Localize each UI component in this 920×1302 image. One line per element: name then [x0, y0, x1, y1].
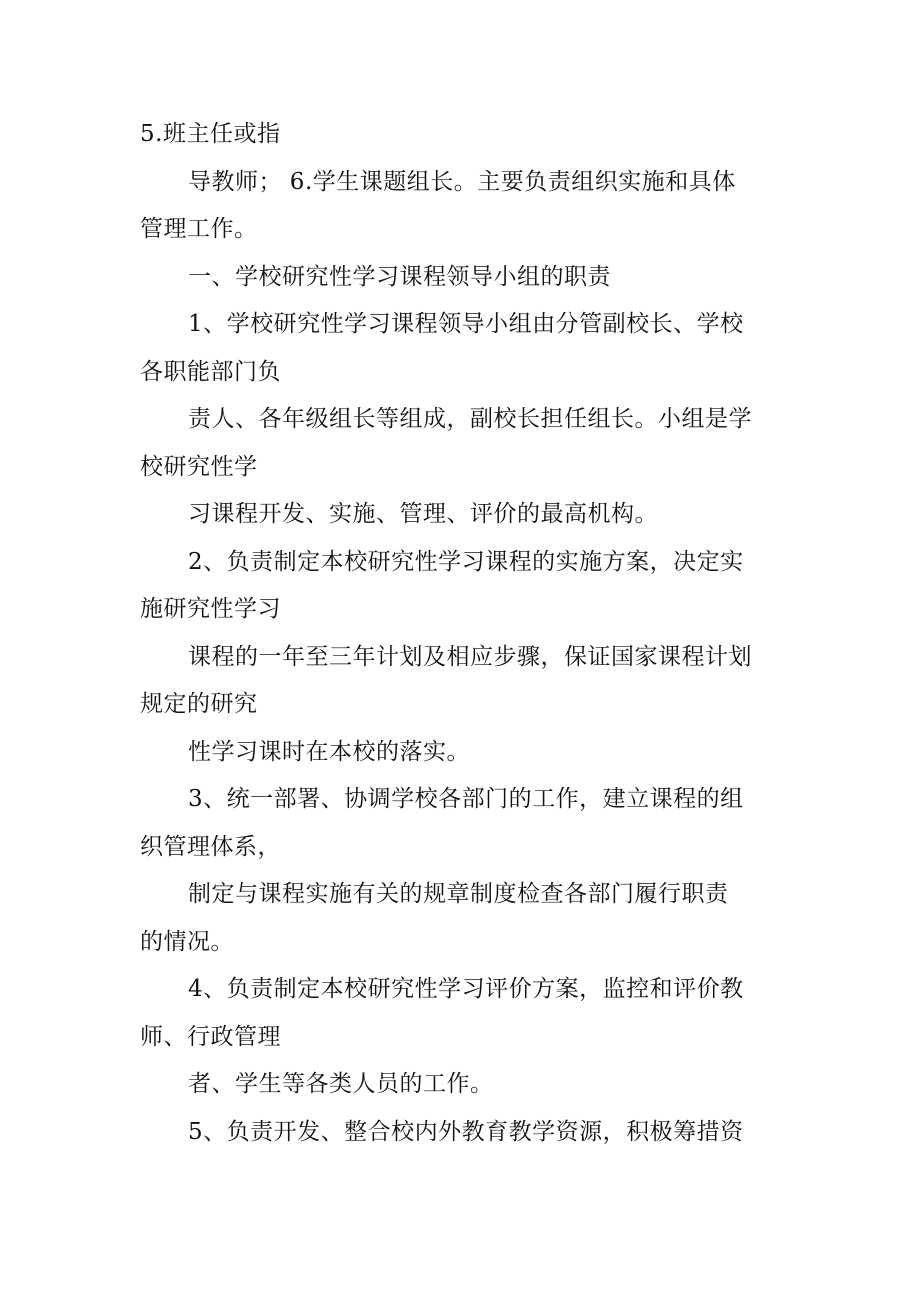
document-body [140, 111, 785, 1156]
text-line: 习课程开发、实施、管理、评价的最高机构。 [188, 501, 658, 527]
text-line: 5、负责开发、整合校内外教育教学资源，积极筹措资 [188, 1118, 744, 1145]
text-line: 4、负责制定本校研究性学习评价方案，监控和评价教 [188, 976, 744, 1002]
section-heading: 一、学校研究性学习课程领导小组的职责 [188, 263, 611, 290]
text-line: 校研究性学 [140, 453, 258, 480]
text-line: 性学习课时在本校的落实。 [188, 738, 470, 765]
text-line: 导教师； 6.学生课题组长。主要负责组织实施和具体 [188, 168, 736, 195]
text-line: 各职能部门负 [140, 358, 281, 385]
text-line: 课程的一年至三年计划及相应步骤，保证国家课程计划 [188, 643, 752, 670]
text-line: 者、学生等各类人员的工作。 [188, 1071, 494, 1097]
text-line: 5.班主任或指 [140, 121, 281, 147]
text-line: 师、行政管理 [140, 1023, 281, 1050]
text-line: 3、统一部署、协调学校各部门的工作，建立课程的组 [188, 786, 744, 812]
text-line: 1、学校研究性学习课程领导小组由分管副校长、学校 [188, 311, 744, 337]
text-line: 施研究性学习 [140, 596, 281, 622]
text-line: 规定的研究 [140, 691, 258, 717]
text-line: 制定与课程实施有关的规章制度检查各部门履行职责 [188, 881, 729, 907]
text-line: 2、负责制定本校研究性学习课程的实施方案，决定实 [188, 548, 744, 575]
text-line: 责人、各年级组长等组成，副校长担任组长。小组是学 [188, 406, 752, 432]
text-line: 的情况。 [140, 928, 234, 955]
text-line: 管理工作。 [140, 216, 258, 242]
text-line: 织管理体系， [140, 833, 281, 860]
